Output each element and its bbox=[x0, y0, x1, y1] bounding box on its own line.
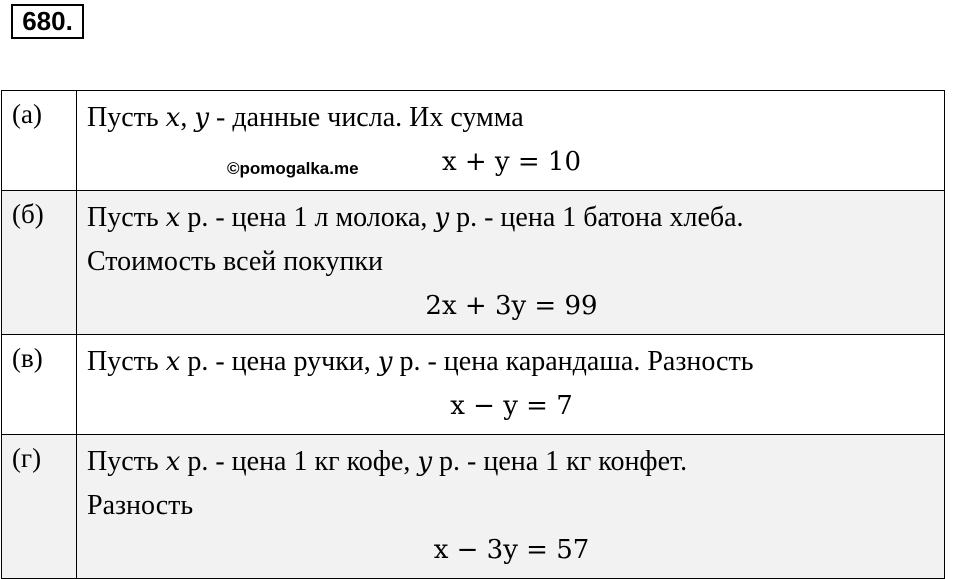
row-label: (в) bbox=[2, 335, 77, 435]
variable: y bbox=[377, 347, 393, 377]
table-row bbox=[2, 91, 945, 191]
text-line: Стоимость всей покупки bbox=[87, 246, 384, 277]
row-label: (а) bbox=[2, 91, 77, 191]
variable: x bbox=[165, 103, 181, 133]
problem-number: 680. bbox=[11, 4, 84, 39]
row-content bbox=[77, 91, 945, 191]
variable: y bbox=[417, 447, 433, 477]
row-label: (г) bbox=[2, 435, 77, 579]
variable: y bbox=[434, 203, 450, 233]
text-line: Пусть x р. - цена ручки, y р. - цена карандаша. Разность bbox=[87, 346, 754, 377]
variable: x bbox=[165, 347, 181, 377]
text-line: Пусть x р. - цена 1 л молока, y р. - цена 1 батона хлеба. bbox=[87, 202, 744, 233]
row-content bbox=[77, 435, 945, 579]
text-line: Пусть x, y - данные числа. Их сумма bbox=[87, 102, 524, 133]
table-row bbox=[2, 435, 945, 579]
solution-table bbox=[1, 90, 945, 579]
equation: x + y = 10 bbox=[441, 147, 582, 177]
equation: x − 3y = 57 bbox=[433, 535, 590, 565]
variable: x bbox=[165, 447, 181, 477]
row-content bbox=[77, 191, 945, 335]
variable: y bbox=[194, 103, 210, 133]
text-line: Разность bbox=[87, 490, 194, 521]
table-row bbox=[2, 191, 945, 335]
equation: 2x + 3y = 99 bbox=[425, 291, 598, 321]
equation: x − y = 7 bbox=[450, 391, 573, 421]
row-content bbox=[77, 335, 945, 435]
text-line: Пусть x р. - цена 1 кг кофе, y р. - цена 1 кг конфет. bbox=[87, 446, 688, 477]
row-label: (б) bbox=[2, 191, 77, 335]
watermark: ©pomogalka.me bbox=[227, 159, 359, 178]
table-row bbox=[2, 335, 945, 435]
variable: x bbox=[165, 203, 181, 233]
